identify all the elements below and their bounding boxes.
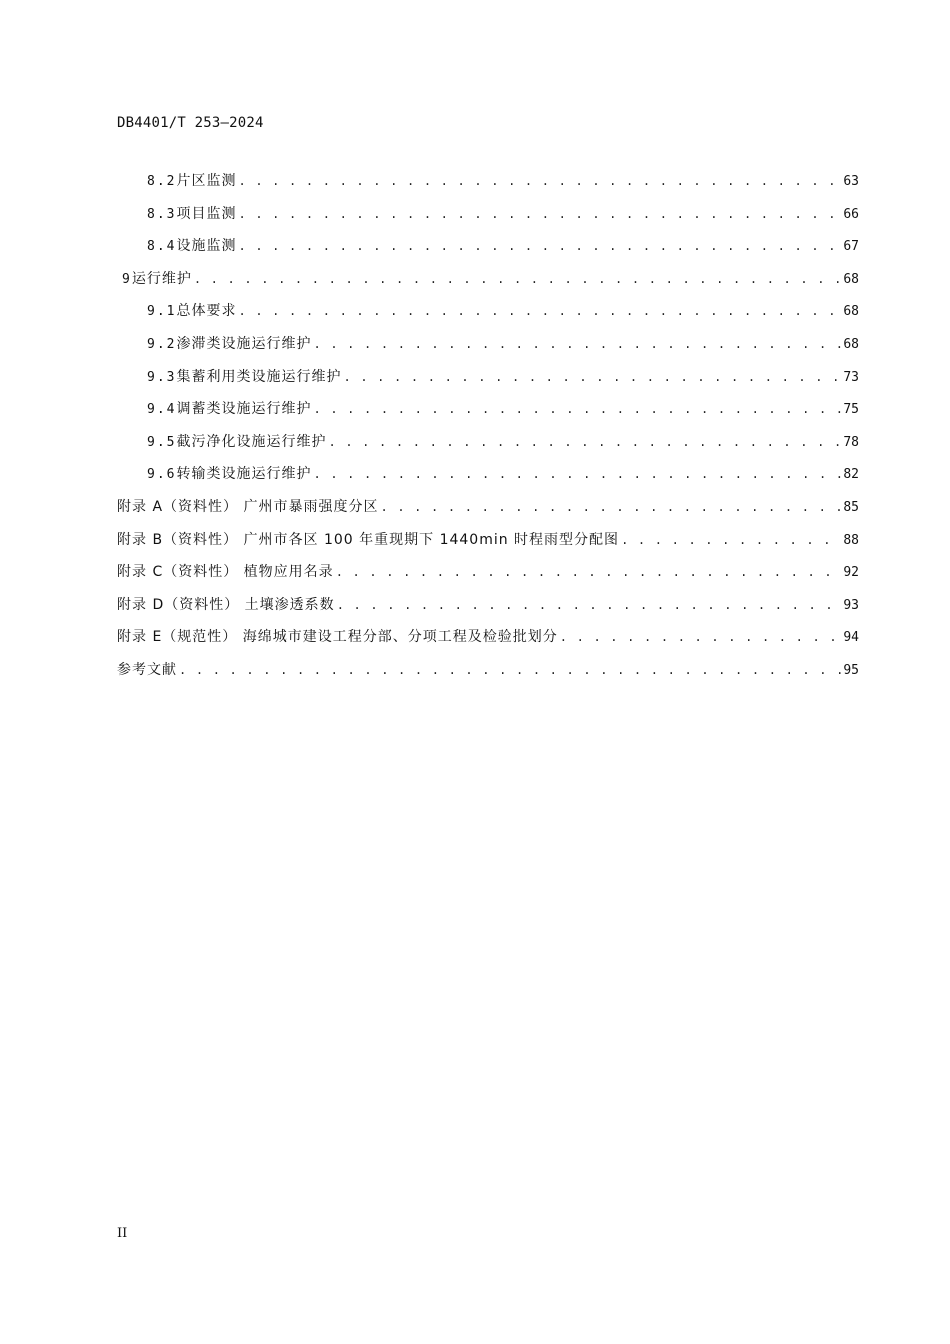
toc-leader-dots bbox=[621, 533, 841, 547]
toc-entry-number: 9.4 bbox=[147, 402, 177, 418]
toc-entry-title: 调蓄类设施运行维护 bbox=[176, 401, 312, 418]
table-of-contents bbox=[117, 170, 859, 692]
toc-entry[interactable] bbox=[117, 366, 859, 399]
toc-leader-dots bbox=[328, 435, 841, 449]
toc-entry-page: 66 bbox=[843, 206, 859, 222]
toc-entry[interactable] bbox=[117, 203, 859, 236]
toc-entry[interactable] bbox=[117, 463, 859, 496]
toc-entry[interactable] bbox=[117, 659, 859, 692]
toc-entry-title: 运行维护 bbox=[131, 270, 192, 287]
toc-entry[interactable] bbox=[117, 300, 859, 333]
toc-leader-dots bbox=[343, 370, 841, 384]
toc-entry-number: 9.2 bbox=[147, 336, 177, 352]
toc-entry-title: 附录 C（资料性） 植物应用名录 bbox=[117, 564, 334, 581]
toc-leader-dots bbox=[313, 467, 841, 481]
toc-entry-page: 94 bbox=[843, 630, 859, 646]
toc-entry-title: 附录 B（资料性） 广州市各区 100 年重现期下 1440min 时程雨型分配图 bbox=[117, 531, 620, 548]
toc-entry-page: 85 bbox=[843, 499, 859, 515]
toc-entry-title: 附录 E（规范性） 海绵城市建设工程分部、分项工程及检验批划分 bbox=[117, 629, 558, 646]
toc-leader-dots bbox=[336, 565, 842, 579]
toc-entry[interactable] bbox=[117, 235, 859, 268]
toc-leader-dots bbox=[194, 272, 842, 286]
toc-entry[interactable] bbox=[117, 594, 859, 627]
document-code: DB4401/T 253—2024 bbox=[117, 115, 264, 131]
toc-entry-number: 9.5 bbox=[147, 434, 177, 450]
toc-entry-page: 93 bbox=[843, 597, 859, 613]
toc-entry-page: 88 bbox=[843, 532, 859, 548]
toc-entry-number: 8.3 bbox=[147, 206, 177, 222]
toc-entry-title: 总体要求 bbox=[176, 303, 237, 320]
toc-entry-number: 9.6 bbox=[147, 467, 177, 483]
toc-entry-page: 68 bbox=[843, 271, 859, 287]
toc-leader-dots bbox=[179, 663, 841, 677]
toc-leader-dots bbox=[337, 598, 842, 612]
toc-entry[interactable] bbox=[117, 398, 859, 431]
toc-leader-dots bbox=[238, 207, 841, 221]
toc-entry-title: 参考文献 bbox=[117, 661, 177, 678]
toc-entry-page: 78 bbox=[843, 434, 859, 450]
toc-entry-page: 92 bbox=[843, 565, 859, 581]
toc-entry-page: 95 bbox=[843, 662, 859, 678]
toc-entry-title: 集蓄利用类设施运行维护 bbox=[176, 368, 342, 385]
toc-entry-page: 82 bbox=[843, 467, 859, 483]
toc-entry[interactable] bbox=[117, 333, 859, 366]
toc-entry-title: 设施监测 bbox=[176, 238, 237, 255]
toc-entry-title: 渗滞类设施运行维护 bbox=[176, 335, 312, 352]
toc-entry[interactable] bbox=[117, 431, 859, 464]
toc-entry[interactable] bbox=[117, 496, 859, 529]
toc-entry[interactable] bbox=[117, 626, 859, 659]
toc-leader-dots bbox=[238, 239, 841, 253]
toc-entry-number: 9 bbox=[122, 271, 132, 287]
toc-entry-title: 项目监测 bbox=[176, 205, 237, 222]
toc-entry-number: 8.2 bbox=[147, 174, 177, 189]
toc-leader-dots bbox=[313, 402, 841, 416]
toc-leader-dots bbox=[238, 304, 841, 318]
toc-entry-title: 片区监测 bbox=[176, 173, 237, 189]
toc-leader-dots bbox=[560, 630, 842, 644]
toc-entry-number: 8.4 bbox=[147, 239, 177, 255]
toc-entry-number: 9.3 bbox=[147, 369, 177, 385]
toc-leader-dots bbox=[313, 337, 841, 351]
toc-entry-page: 67 bbox=[843, 239, 859, 255]
toc-leader-dots bbox=[238, 174, 841, 188]
toc-entry-title: 附录 A（资料性） 广州市暴雨强度分区 bbox=[117, 498, 379, 515]
toc-entry[interactable] bbox=[117, 268, 859, 301]
toc-entry-page: 68 bbox=[843, 336, 859, 352]
toc-entry-number: 9.1 bbox=[147, 304, 177, 320]
toc-entry-page: 75 bbox=[843, 402, 859, 418]
toc-entry-title: 截污净化设施运行维护 bbox=[176, 433, 327, 450]
toc-entry-page: 63 bbox=[843, 174, 859, 189]
toc-leader-dots bbox=[380, 500, 841, 514]
toc-entry[interactable] bbox=[117, 529, 859, 562]
toc-entry[interactable] bbox=[117, 561, 859, 594]
toc-entry-page: 73 bbox=[843, 369, 859, 385]
toc-entry-page: 68 bbox=[843, 304, 859, 320]
toc-entry[interactable] bbox=[117, 170, 859, 203]
page-number: II bbox=[117, 1226, 128, 1241]
toc-entry-title: 转输类设施运行维护 bbox=[176, 466, 312, 483]
toc-entry-title: 附录 D（资料性） 土壤渗透系数 bbox=[117, 596, 335, 613]
